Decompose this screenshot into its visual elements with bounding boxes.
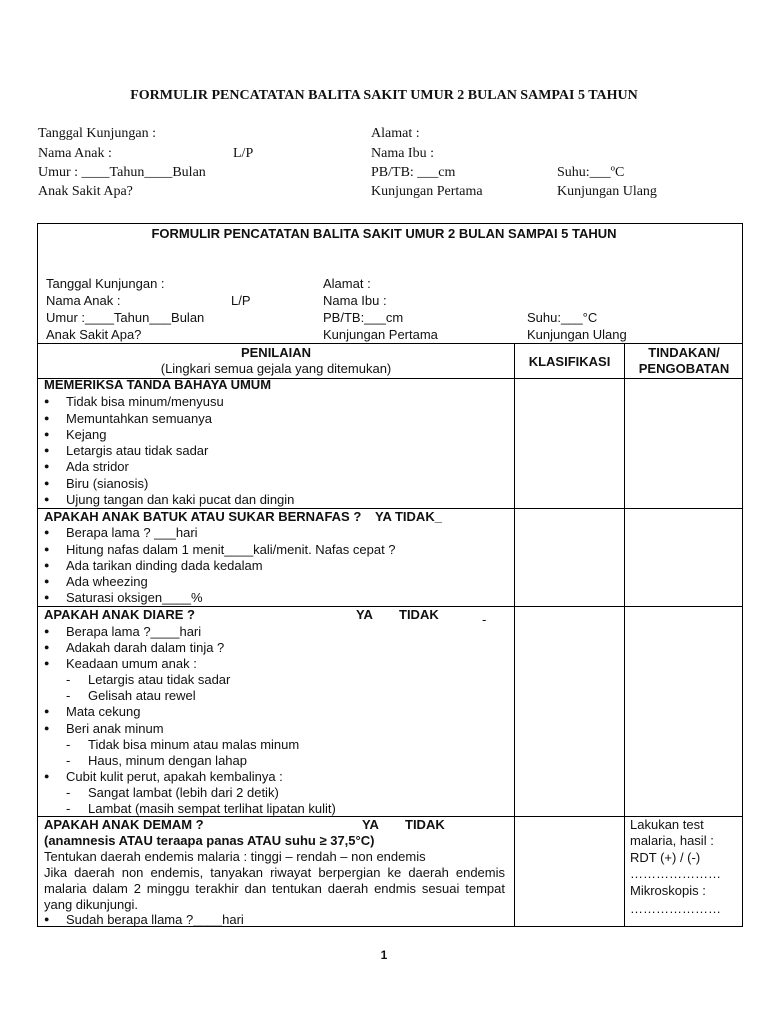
box-title: FORMULIR PENCATATAN BALITA SAKIT UMUR 2 BULAN SAMPAI 5 TAHUN [151, 226, 617, 241]
list-item: ● Ada stridor [44, 459, 129, 474]
bullet-icon: ● [44, 771, 50, 781]
sub-list-item: - Letargis atau tidak sadar [66, 672, 231, 687]
bullet-icon: ● [44, 494, 50, 504]
col-header-tindakan-1: TINDAKAN/ [648, 345, 720, 360]
dash-mark: - [482, 612, 487, 627]
bullet-icon: ● [44, 544, 50, 554]
list-item: ● Berapa lama ? ___hari [44, 525, 198, 540]
dash-icon: - [66, 672, 71, 687]
section-heading-batuk: APAKAH ANAK BATUK ATAU SUKAR BERNAFAS ? [44, 509, 362, 524]
tindakan-dots-2: ………………… [630, 901, 721, 916]
column-divider [514, 343, 515, 927]
bullet-icon: ● [44, 723, 50, 733]
box-field-nama-ibu: Nama Ibu : [323, 293, 387, 308]
sub-list-item: - Lambat (masih sempat terlihat lipatan kulit) [66, 801, 336, 816]
ya-demam: YA [362, 817, 379, 832]
sub-list-item: - Haus, minum dengan lahap [66, 753, 247, 768]
field-suhu: Suhu:___ºC [557, 165, 625, 180]
tidak-diare: TIDAK [399, 607, 439, 622]
section-heading-demam: APAKAH ANAK DEMAM ? [44, 817, 204, 832]
box-field-pbtb: PB/TB:___cm [323, 310, 404, 325]
bullet-icon: ● [44, 560, 50, 570]
field-nama-anak: Nama Anak : [38, 146, 112, 161]
bullet-icon: ● [44, 626, 50, 636]
bullet-icon: ● [44, 413, 50, 423]
field-pbtb: PB/TB: ___cm [371, 165, 456, 180]
tindakan-line-2: malaria, hasil : [630, 833, 714, 848]
demam-paragraph: Jika daerah non endemis, tanyakan riwayat berpergian ke daerah endemis malaria dalam 2 minggu terakhir dan tentukan daerah endmis sesuai tempat yang dikunjungi. [44, 865, 505, 912]
dash-icon: - [66, 801, 71, 816]
box-field-nama-anak: Nama Anak : [46, 293, 121, 308]
bullet-icon: ● [44, 642, 50, 652]
bullet-icon: ● [44, 592, 50, 602]
box-field-alamat: Alamat : [323, 276, 371, 291]
field-lp: L/P [233, 146, 254, 161]
box-field-anak-sakit: Anak Sakit Apa? [46, 327, 142, 342]
field-tanggal-kunjungan: Tanggal Kunjungan : [38, 126, 156, 141]
sub-list-item: - Sangat lambat (lebih dari 2 detik) [66, 785, 279, 800]
list-item: ● Tidak bisa minum/menyusu [44, 394, 224, 409]
tidak-demam: TIDAK [405, 817, 445, 832]
bullet-icon: ● [44, 461, 50, 471]
tindakan-line-5: Mikroskopis : [630, 883, 706, 898]
list-item: ● Memuntahkan semuanya [44, 411, 212, 426]
section-heading-tanda-bahaya: MEMERIKSA TANDA BAHAYA UMUM [44, 377, 272, 392]
field-anak-sakit: Anak Sakit Apa? [38, 184, 133, 199]
box-field-umur: Umur :____Tahun___Bulan [46, 310, 205, 325]
tindakan-dots-1: ………………… [630, 866, 721, 881]
list-item: ● Keadaan umum anak : [44, 656, 197, 671]
list-item: ● Mata cekung [44, 704, 141, 719]
bullet-icon: ● [44, 914, 50, 924]
col-header-penilaian: PENILAIAN [240, 345, 312, 360]
page-number: 1 [380, 948, 388, 962]
bullet-icon: ● [44, 706, 50, 716]
sub-list-item: - Tidak bisa minum atau malas minum [66, 737, 300, 752]
list-item: ● Ada wheezing [44, 574, 148, 589]
list-item: ● Beri anak minum [44, 721, 164, 736]
bullet-icon: ● [44, 445, 50, 455]
col-header-klasifikasi: KLASIFIKASI [528, 354, 611, 369]
sub-list-item: - Gelisah atau rewel [66, 688, 196, 703]
list-item: ● Adakah darah dalam tinja ? [44, 640, 225, 655]
divider [37, 343, 743, 344]
ya-diare: YA [356, 607, 373, 622]
bullet-icon: ● [44, 527, 50, 537]
list-item: ● Letargis atau tidak sadar [44, 443, 209, 458]
box-field-suhu: Suhu:___°C [527, 310, 598, 325]
section-heading-diare: APAKAH ANAK DIARE ? [44, 607, 195, 622]
list-item: ● Berapa lama ?____hari [44, 624, 202, 639]
list-item: ● Kejang [44, 427, 107, 442]
list-item: ● Saturasi oksigen____% [44, 590, 203, 605]
box-field-lp: L/P [231, 293, 251, 308]
box-field-kunjungan-ulang: Kunjungan Ulang [527, 327, 627, 342]
field-alamat: Alamat : [371, 126, 420, 141]
col-header-penilaian-sub: (Lingkari semua gejala yang ditemukan) [160, 361, 392, 376]
dash-icon: - [66, 688, 71, 703]
dash-icon: - [66, 737, 71, 752]
bullet-icon: ● [44, 658, 50, 668]
ya-tidak-batuk: YA TIDAK_ [375, 509, 442, 524]
field-kunjungan-pertama: Kunjungan Pertama [371, 184, 483, 199]
list-item: ● Biru (sianosis) [44, 476, 149, 491]
page-title: FORMULIR PENCATATAN BALITA SAKIT UMUR 2 BULAN SAMPAI 5 TAHUN [130, 88, 638, 103]
tindakan-line-1: Lakukan test [630, 817, 704, 832]
list-item: ● Cubit kulit perut, apakah kembalinya : [44, 769, 283, 784]
bullet-icon: ● [44, 429, 50, 439]
col-header-tindakan-2: PENGOBATAN [638, 361, 730, 376]
field-umur: Umur : ____Tahun____Bulan [38, 165, 206, 180]
field-nama-ibu: Nama Ibu : [371, 146, 434, 161]
box-field-tanggal: Tanggal Kunjungan : [46, 276, 165, 291]
list-item: ● Sudah berapa llama ?____hari [44, 912, 244, 927]
box-field-kunjungan-pertama: Kunjungan Pertama [323, 327, 438, 342]
column-divider [624, 343, 625, 927]
demam-endemis: Tentukan daerah endemis malaria : tinggi – rendah – non endemis [44, 849, 426, 864]
list-item: ● Hitung nafas dalam 1 menit____kali/menit. Nafas cepat ? [44, 542, 396, 557]
bullet-icon: ● [44, 576, 50, 586]
list-item: ● Ujung tangan dan kaki pucat dan dingin [44, 492, 295, 507]
dash-icon: - [66, 753, 71, 768]
demam-anamnesis: (anamnesis ATAU teraapa panas ATAU suhu ≥ 37,5°C) [44, 833, 375, 848]
list-item: ● Ada tarikan dinding dada kedalam [44, 558, 263, 573]
bullet-icon: ● [44, 478, 50, 488]
field-kunjungan-ulang: Kunjungan Ulang [557, 184, 657, 199]
dash-icon: - [66, 785, 71, 800]
tindakan-line-3: RDT (+) / (-) [630, 850, 701, 865]
bullet-icon: ● [44, 396, 50, 406]
